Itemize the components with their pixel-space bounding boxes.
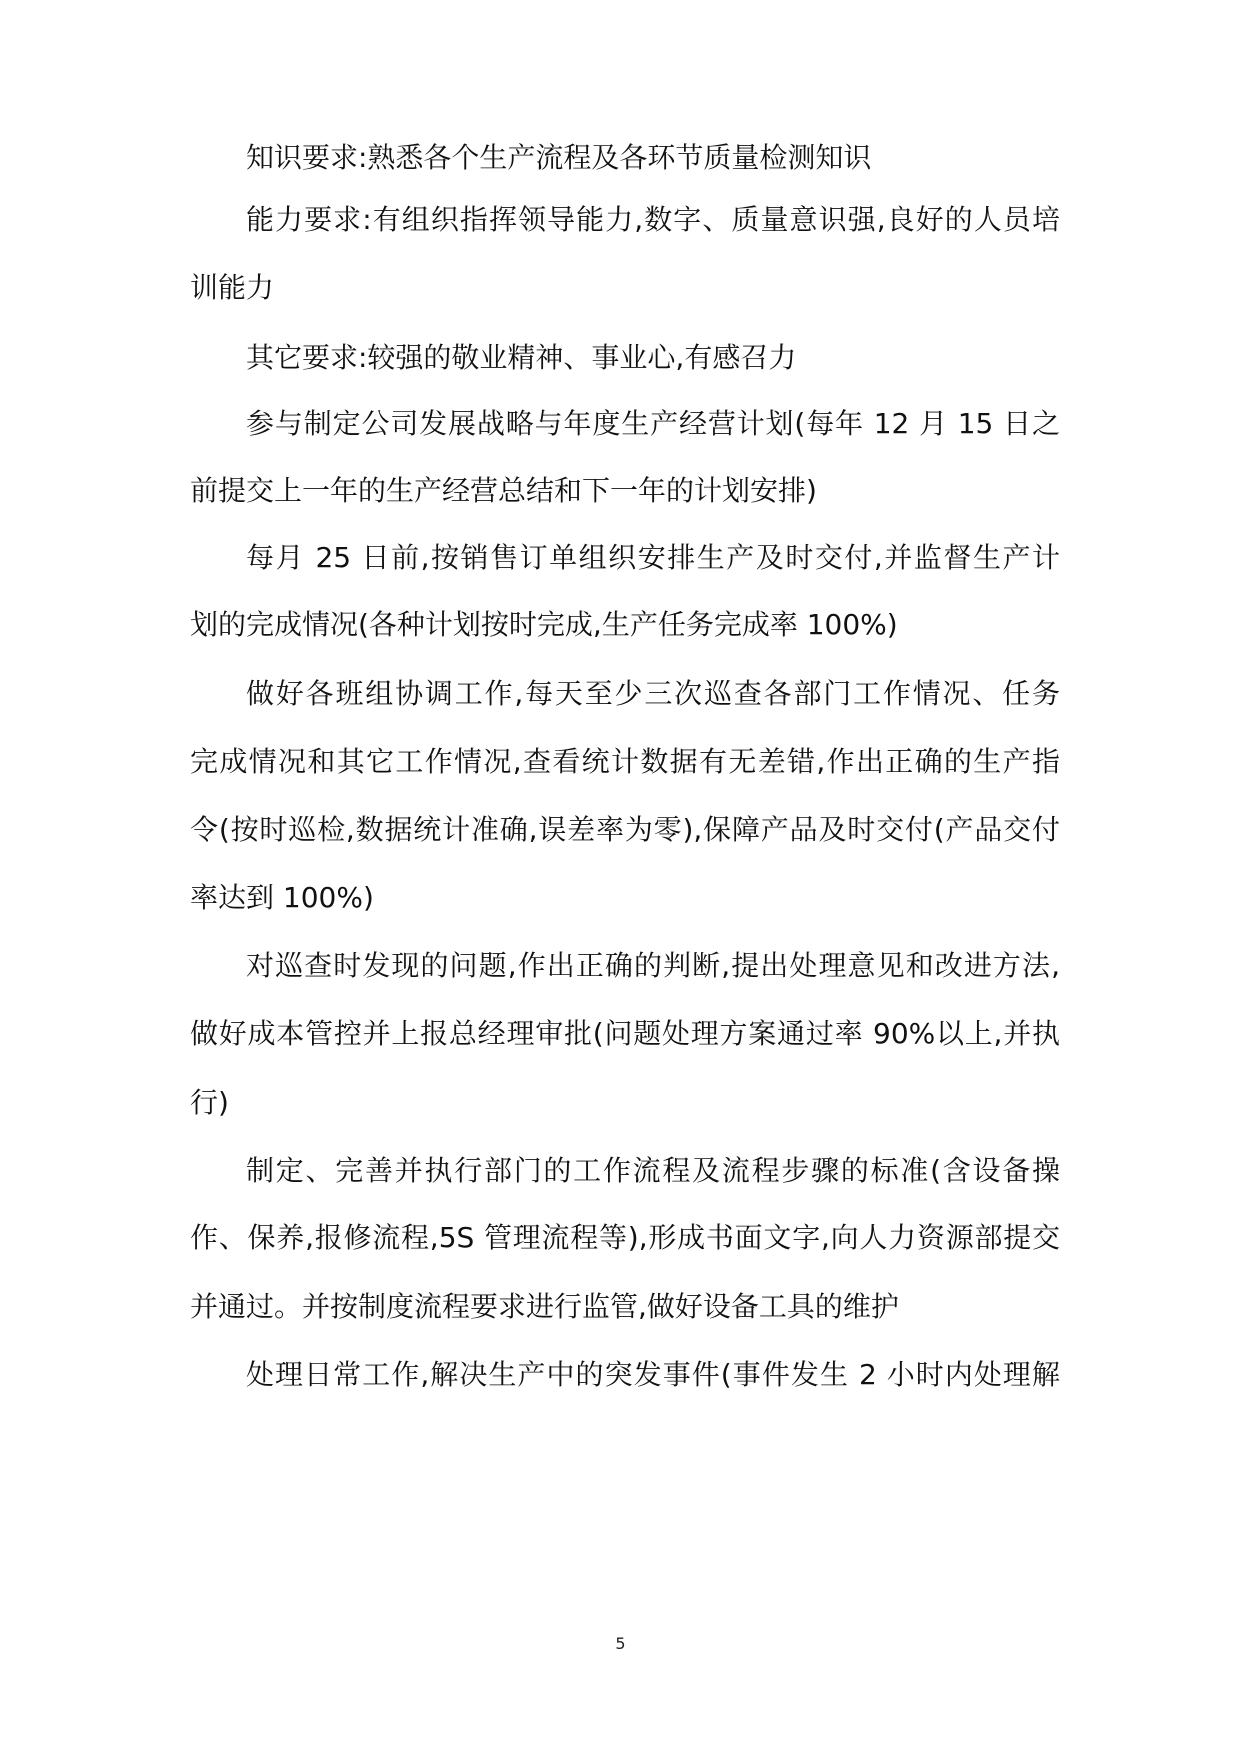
paragraph-line: 令(按时巡检,数据统计准确,误差率为零),保障产品及时交付(产品交付 bbox=[190, 813, 1060, 846]
paragraph-line: 作、保养,报修流程,5S 管理流程等),形成书面文字,向人力资源部提交 bbox=[190, 1221, 1060, 1254]
paragraph-line: 制定、完善并执行部门的工作流程及流程步骤的标准(含设备操 bbox=[246, 1154, 1060, 1187]
paragraph-line: 完成情况和其它工作情况,查看统计数据有无差错,作出正确的生产指 bbox=[190, 745, 1060, 778]
paragraph-line: 并通过。并按制度流程要求进行监管,做好设备工具的维护 bbox=[190, 1290, 899, 1323]
paragraph-line: 能力要求:有组织指挥领导能力,数字、质量意识强,良好的人员培 bbox=[246, 203, 1060, 236]
paragraph-line: 划的完成情况(各种计划按时完成,生产任务完成率 100%) bbox=[190, 608, 898, 641]
paragraph-line: 行) bbox=[190, 1086, 229, 1119]
paragraph-line: 参与制定公司发展战略与年度生产经营计划(每年 12 月 15 日之 bbox=[246, 407, 1060, 440]
paragraph-line: 训能力 bbox=[190, 271, 275, 304]
paragraph-line: 每月 25 日前,按销售订单组织安排生产及时交付,并监督生产计 bbox=[246, 541, 1060, 574]
paragraph-line: 其它要求:较强的敬业精神、事业心,有感召力 bbox=[246, 341, 797, 374]
paragraph-line: 率达到 100%) bbox=[190, 881, 374, 914]
paragraph-line: 对巡查时发现的问题,作出正确的判断,提出处理意见和改进方法, bbox=[246, 949, 1060, 982]
paragraph-line: 知识要求:熟悉各个生产流程及各环节质量检测知识 bbox=[246, 141, 872, 174]
paragraph-line: 前提交上一年的生产经营总结和下一年的计划安排) bbox=[190, 474, 817, 507]
page-number: 5 bbox=[615, 1634, 626, 1653]
paragraph-line: 做好各班组协调工作,每天至少三次巡查各部门工作情况、任务 bbox=[246, 677, 1060, 710]
paragraph-line: 处理日常工作,解决生产中的突发事件(事件发生 2 小时内处理解 bbox=[246, 1358, 1060, 1391]
paragraph-line: 做好成本管控并上报总经理审批(问题处理方案通过率 90%以上,并执 bbox=[190, 1017, 1060, 1050]
